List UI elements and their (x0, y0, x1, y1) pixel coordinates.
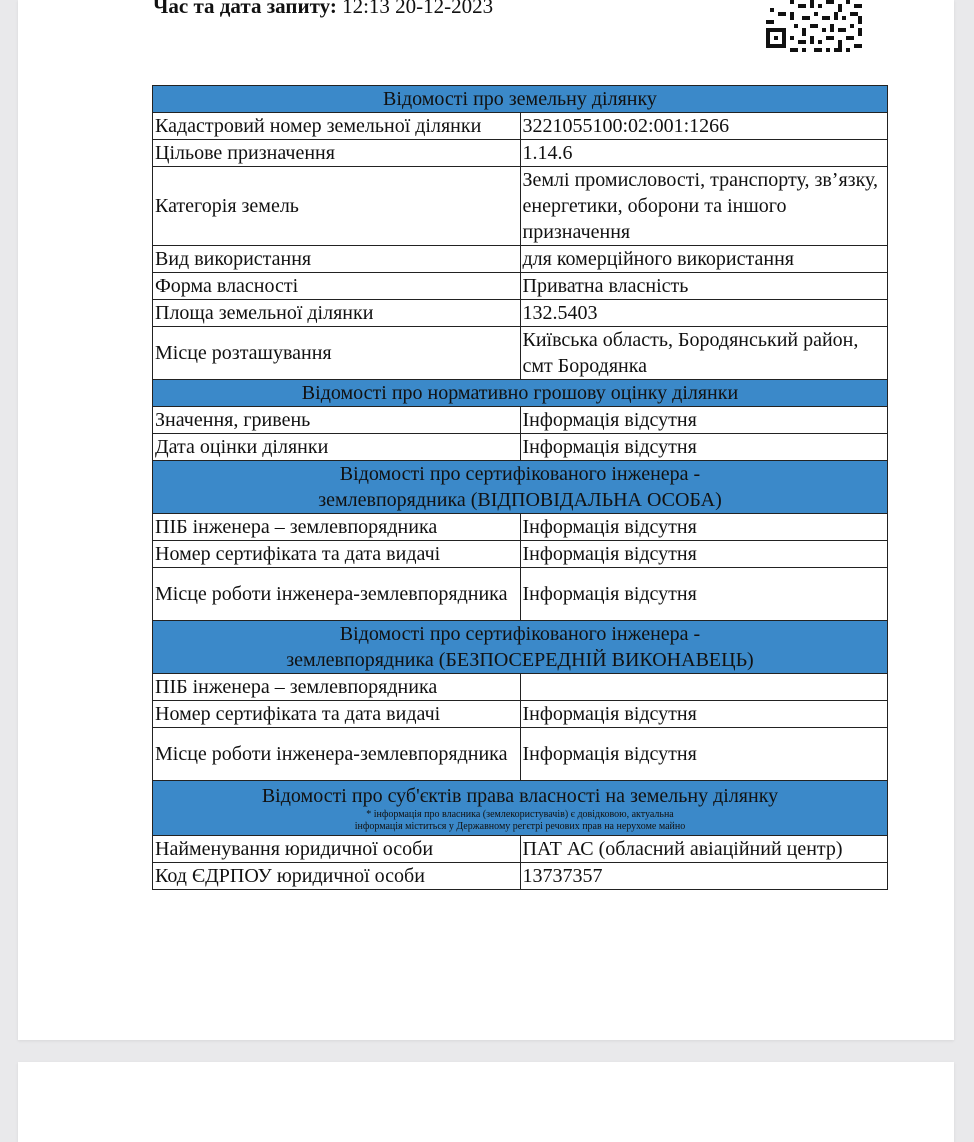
row-value: ПАТ АС (обласний авіаційний центр) (520, 836, 888, 863)
table-row (153, 674, 888, 701)
row-label: ПІБ інженера – землевпорядника (153, 674, 521, 701)
section-header-land (153, 86, 888, 113)
row-value: Інформація відсутня (520, 434, 888, 461)
row-value: Інформація відсутня (520, 514, 888, 541)
section-title: Відомості про нормативно грошову оцінку ділянки (153, 380, 888, 407)
row-label: Номер сертифіката та дата видачі (153, 701, 521, 728)
table-row (153, 863, 888, 890)
section-title: Відомості про земельну ділянку (153, 86, 888, 113)
row-value: Інформація відсутня (520, 728, 888, 781)
table-row (153, 407, 888, 434)
table-row (153, 434, 888, 461)
row-value: 132.5403 (520, 300, 888, 327)
table-row (153, 113, 888, 140)
request-time-label: Час та дата запиту: (153, 0, 337, 18)
row-label: Значення, гривень (153, 407, 521, 434)
row-value: Київська область, Бородянський район, смт Бородянка (520, 327, 888, 380)
table-row (153, 836, 888, 863)
owners-note-line: інформація міститься у Державному регєтрі речових прав на нерухоме майно (354, 821, 686, 832)
row-value (520, 674, 888, 701)
next-page (18, 1062, 954, 1142)
row-value: Інформація відсутня (520, 568, 888, 621)
section-title-line: землевпорядника (БЕЗПОСЕРЕДНІЙ ВИКОНАВЕЦЬ) (286, 649, 754, 671)
table-row (153, 327, 888, 380)
section-title (153, 781, 888, 836)
request-time-value: 12:13 20-12-2023 (342, 0, 494, 18)
row-label: Кадастровий номер земельної ділянки (153, 113, 521, 140)
row-value: для комерційного використання (520, 246, 888, 273)
owners-note-line: * інформація про власника (землекористувачів) є довідковою, актуальна (366, 809, 674, 820)
row-label: Форма власності (153, 273, 521, 300)
table-row (153, 140, 888, 167)
row-label: ПІБ інженера – землевпорядника (153, 514, 521, 541)
section-title (153, 621, 888, 674)
row-label: Місце роботи інженера-землевпорядника (153, 568, 521, 621)
row-label: Місце роботи інженера-землевпорядника (153, 728, 521, 781)
section-title-line: Відомості про сертифікованого інженера - (339, 463, 701, 485)
table-row (153, 300, 888, 327)
row-value: 1.14.6 (520, 140, 888, 167)
table-row (153, 541, 888, 568)
table-row (153, 167, 888, 246)
section-title-line: Відомості про сертифікованого інженера - (339, 623, 701, 645)
document-page (18, 0, 954, 1040)
table-row (153, 514, 888, 541)
row-label: Номер сертифіката та дата видачі (153, 541, 521, 568)
row-label: Код ЄДРПОУ юридичної особи (153, 863, 521, 890)
qr-code-icon (766, 0, 866, 56)
table-row (153, 568, 888, 621)
row-value: Приватна власність (520, 273, 888, 300)
section-title-line: землевпорядника (ВІДПОВІДАЛЬНА ОСОБА) (318, 489, 722, 511)
row-label: Площа земельної ділянки (153, 300, 521, 327)
land-info-table (152, 85, 888, 890)
row-value: 13737357 (520, 863, 888, 890)
row-label: Найменування юридичної особи (153, 836, 521, 863)
table-row (153, 728, 888, 781)
table-row (153, 246, 888, 273)
row-label: Категорія земель (153, 167, 521, 246)
section-header-valuation (153, 380, 888, 407)
table-row (153, 273, 888, 300)
row-label: Дата оцінки ділянки (153, 434, 521, 461)
row-value: Інформація відсутня (520, 541, 888, 568)
request-time (153, 0, 493, 19)
section-header-engineer-responsible (153, 461, 888, 514)
section-header-engineer-executor (153, 621, 888, 674)
row-value: 3221055100:02:001:1266 (520, 113, 888, 140)
section-header-owners (153, 781, 888, 836)
table-row (153, 701, 888, 728)
section-title (153, 461, 888, 514)
section-title-text: Відомості про суб'єктів права власності на земельну ділянку (261, 785, 779, 807)
row-value: Землі промисловості, транспорту, зв’язку, енергетики, оборони та іншого призначення (520, 167, 888, 246)
row-label: Вид використання (153, 246, 521, 273)
row-value: Інформація відсутня (520, 407, 888, 434)
row-value: Інформація відсутня (520, 701, 888, 728)
row-label: Цільове призначення (153, 140, 521, 167)
row-label: Місце розташування (153, 327, 521, 380)
